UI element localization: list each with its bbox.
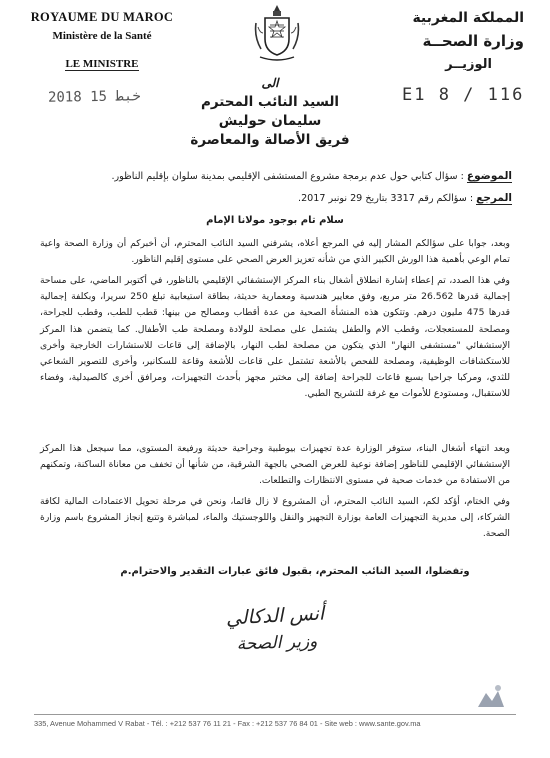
addressee-to: الى: [261, 76, 279, 90]
subject-text: : سؤال كتابي حول عدم برمجة مشروع المستشفى الإقليمي بمدينة سلوان بإقليم الناظور.: [111, 171, 464, 182]
coat-of-arms-emblem: [252, 3, 302, 63]
subject-line: [32, 170, 512, 182]
footer-logo: [476, 683, 506, 709]
ar-kingdom-header: المملكة المغربية: [412, 10, 524, 26]
body-paragraph-2: وفي هذا الصدد، تم إعطاء إشارة انطلاق أشغال بناء المركز الإستشفائي الإقليمي بالناظور، في أكتوبر الماضي، على مساحة إجمالية قدرها 26.562 متر مربع، وفق معايير هندسية ومعمارية حديثة، بطاقة استيعابية تبلغ 250 سريرا، وبكلفة إجمالية قدرها 475 مليون درهم. وتتكون هذه المنشأة الصحية من عدة أقطاب ومصالح من بينها: قطب للطب، وقطب للجراحة، ومصلحة للمستعجلات، وقطب الام والطفل يشتمل على مصلحة للولادة ومصلحة طب الأطفال. كما يتضمن هذا المركز الإستشفائي "مستشفى النهار" الذي يتكون من مصلحة لطب النهار، بالإضافة إلى قاعات للاستشارات الخارجية وأخرى للاستكشافات الوظيفية، ومصلحة للفحص بالأشعة تشتمل على قاعات للأشعة وقاعة للسكانير، وأخرى للتصوير الشعاعي للثدي، ومركبا جراحيا بسبع قاعات للجراحة إضافة إلى مختبر مجهز بأحدث التجهيزات، ومرافق أخرى كالصيدلية، وفضاء للاستقبال، ومستودع للأموات مع غرفة للتشريح الطبي.: [40, 275, 511, 400]
fr-minister-title: [22, 58, 182, 70]
footer-address: 335, Avenue Mohammed V Rabat - Tél. : +212 537 76 11 21 - Fax : +212 537 76 84 01 - Site web : www.sante.gov.ma: [34, 719, 421, 728]
subject-label: الموضوع: [466, 170, 512, 182]
ar-minister-title: الوزيــر: [445, 57, 492, 72]
signature-title: وزير الصحة: [236, 631, 318, 655]
reference-text: : سؤالكم رقم 3317 بتاريخ 29 نونبر 2017.: [298, 193, 474, 204]
body-paragraph-4: وفي الختام، أؤكد لكم، السيد النائب المحترم، أن المشروع لا زال قائما، ونحن في مرحلة تحويل الاعتمادات المالية لكافة الشركاء، إلى مديرية التجهيزات العامة بوزارة التجهيز والنقل واللوجستيك والماء، لمباشرة وتتبع إنجاز المشروع باسم وزارة الصحة.: [40, 496, 510, 540]
fr-kingdom-header: ROYAUME DU MAROC: [30, 10, 174, 24]
footer-divider: [34, 714, 516, 715]
reference-number-stamp: E1 8 / 116: [402, 85, 525, 105]
signature-name: أنس الدكالي: [225, 602, 325, 630]
closing-line: وتفضلوا، السيد النائب المحترم، بقبول فائق عبارات التقدير والاحترام.م: [120, 566, 470, 577]
addressee-name: سليمان حوليش: [218, 113, 322, 129]
reference-label: المرجع: [476, 192, 512, 204]
addressee-group: فريق الأصالة والمعاصرة: [190, 132, 350, 148]
reference-line: [32, 192, 512, 204]
signature-block: [200, 595, 350, 675]
body-paragraph-1: وبعد، جوابا على سؤالكم المشار إليه في المرجع أعلاه، يشرفني السيد النائب المحترم، أن أخبركم أن وزارة الصحة واعية تمام الوعي بأهمية هذا الورش الكبير الذي من شأنه تعزيز العرض الصحي على مستوى إقليم الناظور.: [40, 238, 510, 266]
body-paragraph-3: وبعد انتهاء أشغال البناء، ستوفر الوزارة عدة تجهيزات بيوطبية وجراحية حديثة ورفيعة المستوى، مما سيجعل هذا المركز الإستشفائي الإقليمي للناظور إضافة نوعية للعرض الصحي بالجهة الشرقية، من شأنها أن تخفف من معاناة الساكنة، وتمكنهم من الاستفادة من خدمات صحية في مستوى الانتظارات والتطلعات.: [40, 443, 510, 487]
fr-ministry-header: Ministère de la Santé: [52, 30, 152, 42]
addressee-title: السيد النائب المحترم: [200, 94, 340, 110]
date-stamp: 2018 ﺧﺒﻂ 15: [47, 88, 141, 106]
ar-ministry-header: وزارة الصحــة: [422, 32, 524, 50]
greeting-line: سلام تام بوجود مولانا الإمام: [206, 215, 344, 226]
fr-minister-label: LE MINISTRE: [65, 58, 139, 70]
